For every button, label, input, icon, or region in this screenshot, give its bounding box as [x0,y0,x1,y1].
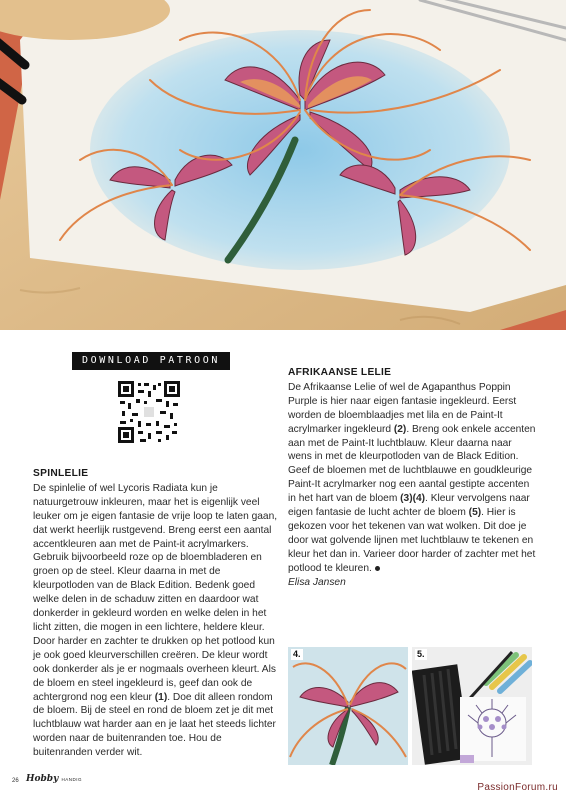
qr-code[interactable] [118,381,180,443]
qr-code-graphic [118,381,180,443]
lily-illustration [0,0,566,330]
section-heading: AFRIKAANSE LELIE [288,367,392,378]
step-4-photo [288,647,408,765]
step-reference: (2) [393,423,407,435]
article-afrikaanse-lelie [288,366,538,590]
step-4-illustration [288,647,408,765]
hero-photo [0,0,566,330]
section-body: De spinlelie of wel Lycoris Radiata kun je natuurgetrouw inkleuren, maar het is eigenlijk veel leuker om je eigen fantasie de vrije loop te laten gaan, dat werkt heerlijk rustgevend. Breng eerst een aantal accentkleuren aan met de Paint-it acrylmarkers. Gebruik bijvoorbeeld roze op de bloembladeren en groen op de steel. Kleur daarna in met de kleurpotloden van de Black Edition. Bedenk goed welke delen in de schaduw zitten en daardoor wat donkerder in gekleurd worden en welke delen in het licht zitten, die mogen in een lichtere, heldere kleur. Door harder en zachter te drukken op het potlood kun je ook goed kleurverschillen creëren. De kleur wordt ook donkerder als je er nogmaals overheen kleurt. Als de bloem en steel ingekleurd is, geef dan ook de achtergrond nog een kleur (1). Doe dit alleen rondom de bloem. Bij de steel en rond de bloem zet je dit met luchtblauw wat harder aan en je laat het steeds lichter worden naar de buitenranden toe. Hou de buitenranden verder wit. [33,482,278,759]
step-reference: (5) [468,507,482,519]
article-spinlelie [33,467,283,760]
page-number: 26 [12,778,19,784]
step-5-illustration [412,647,532,765]
section-body: De Afrikaanse Lelie of wel de Agapanthus Poppin Purple is hier naar eigen fantasie ingekleurd. Eerst worden de bloemblaadjes met lila en de Paint-It acrylmarker ingekleurd (2). Breng ook enkele accenten aan met de Paint-It luchtblauw. Kleur daarna naar wens in met de kleurpotloden van de Black Edition. Geef de bloemen met de luchtblauwe en goudkleurige Paint-It acrylmarker nog een aantal gestipte accenten in het hart van de bloem (3)(4). Kleur vervolgens naar eigen fantasie de lucht achter de bloem (5). Hier is gekozen voor het tekenen van wat wolken. Dit doe je door wat golvende lijnen met luchtblauw te tekenen en kleur het dan in. Varieer door harder of zachter met het potlood te kleuren. [288,381,536,574]
end-marker-icon [375,566,380,571]
step-number: 5. [417,649,425,659]
section-heading: SPINLELIE [33,468,89,479]
step-reference: (1) [154,691,168,703]
step-5-photo [412,647,532,765]
magazine-logo: Hobby HANDIG [26,774,82,784]
watermark: PassionForum.ru [477,782,558,793]
step-number: 4. [293,649,301,659]
author-name: Elisa Jansen [288,576,346,588]
step-reference: (3)(4) [400,493,426,505]
download-pattern-label: DOWNLOAD PATROON [72,352,230,370]
